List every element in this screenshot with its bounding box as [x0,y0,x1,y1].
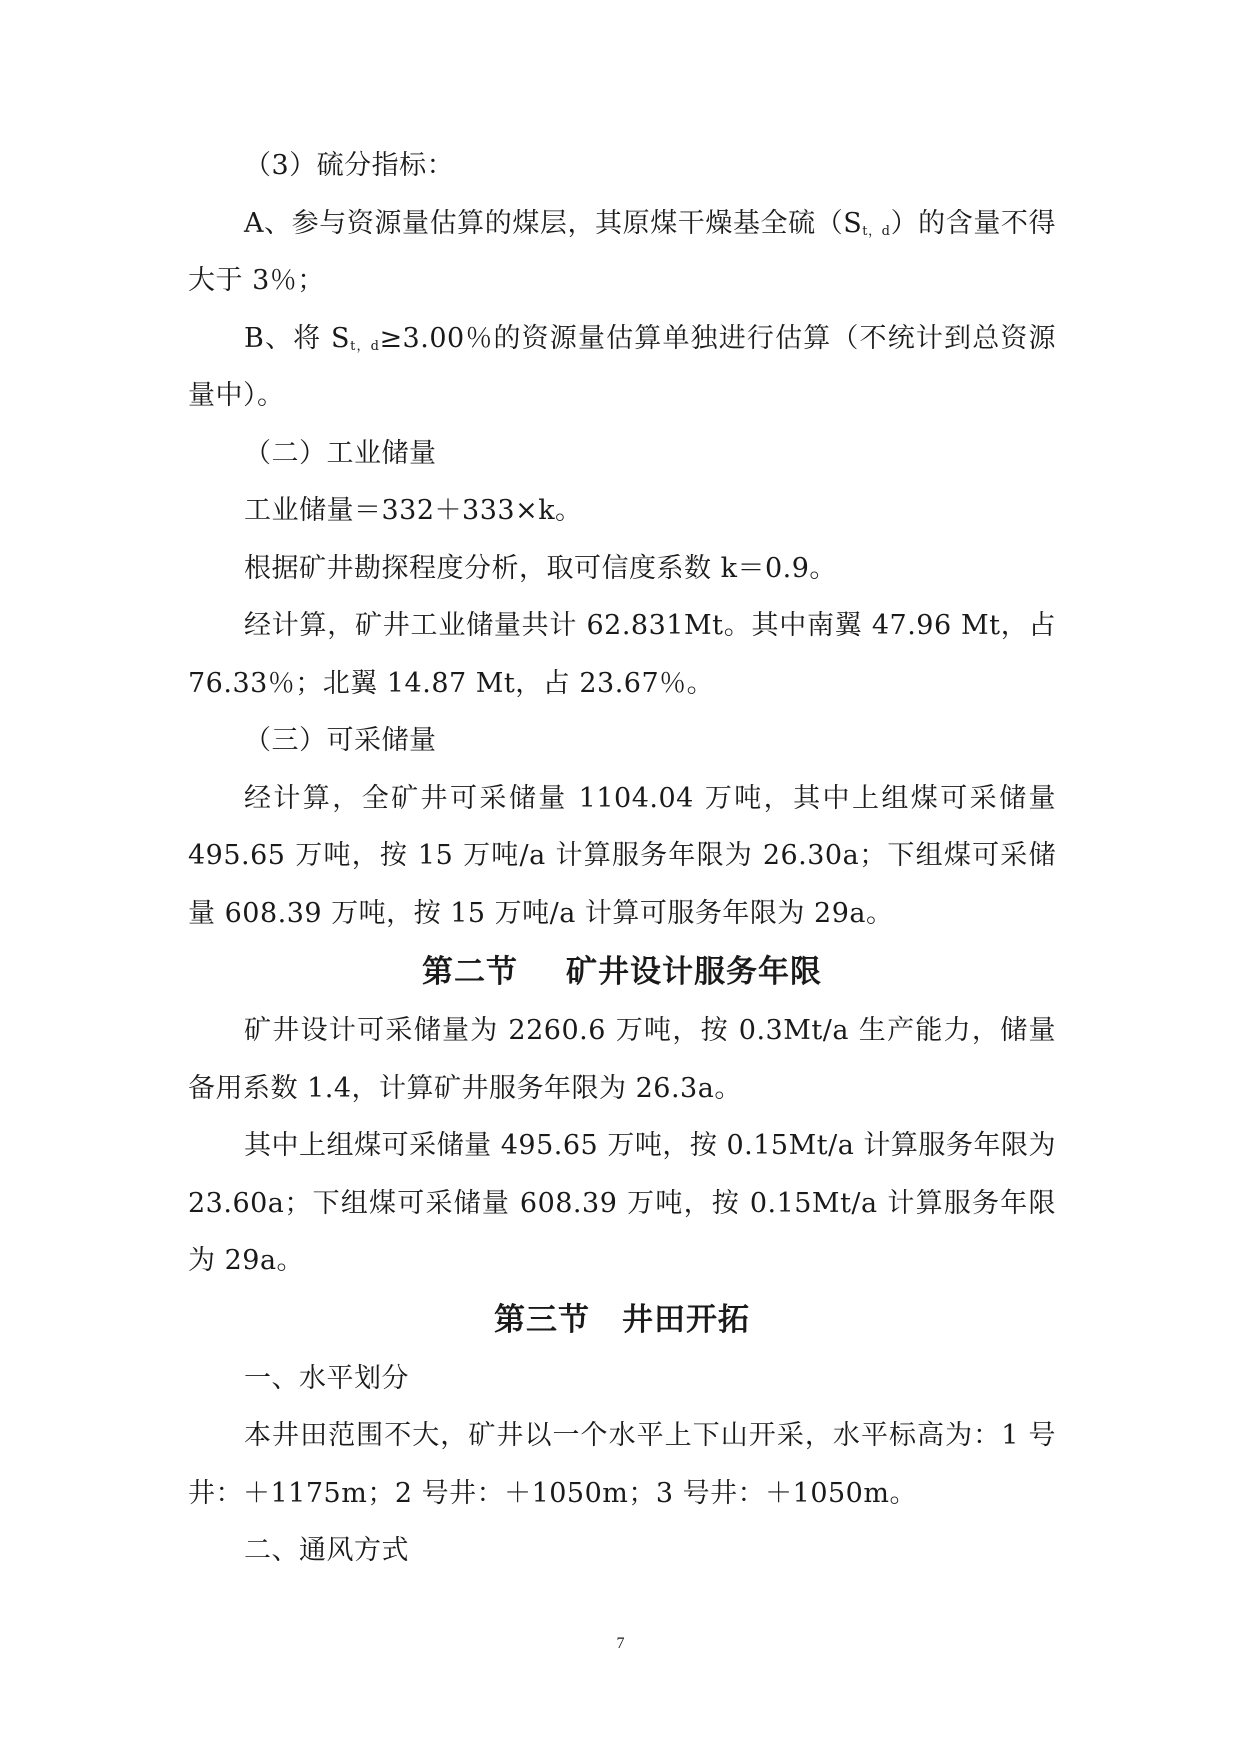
subheading-industrial-reserves: （二）工业储量 [244,437,437,469]
paragraph-level-elevations: 本井田范围不大，矿井以一个水平上下山开采，水平标高为：1 号井：＋1175m；2 号井：＋1050m；3 号井：＋1050m。 [188,1420,1056,1509]
paragraph-recoverable-total: 经计算，全矿井可采储量 1104.04 万吨，其中上组煤可采储量 495.65 万吨，按 15 万吨/a 计算服务年限为 26.30a；下组煤可采储量 608.39 万吨，按 15 万吨/a 计算可服务年限为 29a。 [188,782,1057,929]
paragraph-industrial-total: 经计算，矿井工业储量共计 62.831Mt。其中南翼 47.96 Mt，占 76.33％；北翼 14.87 Mt，占 23.67％。 [188,610,1056,699]
subheading-ventilation: 二、通风方式 [244,1535,409,1566]
paragraph-sulfur-b: B、将 $S_{t,d}\ge 3.00$％的资源量估算单独进行估算（不统计到总资源量中）。 [188,322,1057,411]
paragraph-sulfur-index: （3）硫分指标： [244,150,455,181]
paragraph-coal-groups: 其中上组煤可采储量 495.65 万吨，按 0.15Mt/a 计算服务年限为 23.60a；下组煤可采储量 608.39 万吨，按 0.15Mt/a 计算服务年限为 29a。 [188,1130,1056,1276]
page-number: 7 [616,1635,625,1652]
subheading-level-division: 一、水平划分 [244,1362,409,1394]
paragraph-sulfur-a: A、参与资源量估算的煤层，其原煤干燥基全硫$(S_{t,d})$的含量不得大于 3％； [188,207,1057,296]
document-body [188,137,1056,1580]
paragraph-confidence-coefficient: 根据矿井勘探程度分析，取可信度系数 k＝0.9。 [244,552,837,584]
section-heading-development: 第三节 井田开拓 [494,1301,750,1338]
paragraph-design-reserves: 矿井设计可采储量为 2260.6 万吨，按 0.3Mt/a 生产能力，储量备用系数 1.4，计算矿井服务年限为 26.3a。 [188,1015,1056,1104]
subheading-recoverable-reserves: （三）可采储量 [244,725,437,756]
section-heading-service-life: 第二节 矿井设计服务年限 [422,954,822,990]
paragraph-reserve-formula: 工业储量＝332＋333×k。 [244,495,583,526]
